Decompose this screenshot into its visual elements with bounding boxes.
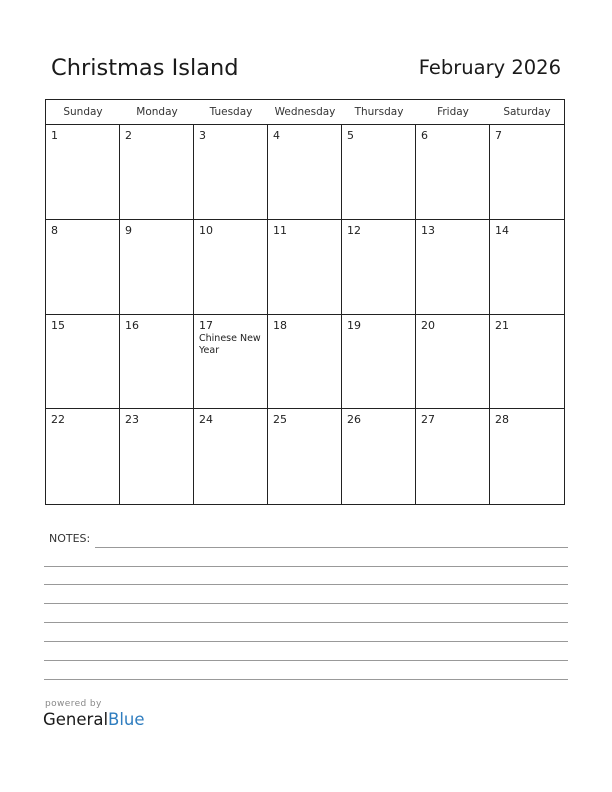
note-line	[44, 641, 568, 642]
day-number: 1	[51, 129, 58, 142]
note-line	[44, 679, 568, 680]
day-cell	[46, 409, 120, 504]
day-cell	[490, 315, 564, 410]
day-number: 13	[421, 223, 435, 237]
calendar-month: February 2026	[418, 56, 561, 79]
note-line	[44, 584, 568, 585]
day-cell	[194, 409, 268, 504]
day-cell	[416, 220, 490, 315]
day-cell	[268, 220, 342, 315]
day-cell	[46, 125, 120, 220]
brand-name-blue: Blue	[108, 710, 145, 729]
day-cell	[120, 315, 194, 410]
note-line	[44, 622, 568, 623]
day-number: 24	[199, 413, 213, 427]
day-cell	[490, 220, 564, 315]
day-number: 22	[51, 413, 65, 427]
day-number: 6	[421, 129, 428, 142]
day-number: 5	[347, 129, 354, 142]
day-number: 16	[125, 318, 139, 332]
day-number: 12	[347, 223, 361, 237]
note-line	[44, 660, 568, 661]
day-cell	[416, 125, 490, 220]
day-number: 9	[125, 223, 132, 237]
day-cell	[268, 409, 342, 504]
note-line	[44, 603, 568, 604]
day-number: 8	[51, 223, 58, 237]
day-number: 15	[51, 318, 65, 332]
day-number: 21	[495, 318, 509, 332]
day-cell	[342, 220, 416, 315]
weekday-label: Wednesday	[274, 106, 336, 118]
day-cell	[342, 125, 416, 220]
day-cell	[268, 125, 342, 220]
weekday-label: Monday	[136, 106, 178, 118]
day-number: 11	[273, 223, 287, 237]
day-number: 19	[347, 318, 361, 332]
brand-logo	[43, 710, 145, 729]
day-number: 18	[273, 318, 287, 332]
calendar-grid	[45, 99, 565, 505]
powered-by-text: powered by	[45, 699, 102, 709]
weekday-label: Thursday	[354, 106, 404, 118]
day-number: 27	[421, 413, 435, 427]
day-number: 26	[347, 413, 361, 427]
day-cell	[194, 220, 268, 315]
day-cell	[194, 125, 268, 220]
day-number: 14	[495, 223, 509, 237]
day-number: 28	[495, 413, 509, 427]
weekday-label: Friday	[437, 106, 469, 118]
day-cell	[490, 125, 564, 220]
day-number: 2	[125, 129, 132, 142]
notes-label: NOTES:	[49, 532, 91, 545]
day-cell	[416, 315, 490, 410]
note-line	[44, 566, 568, 567]
calendar-title: Christmas Island	[51, 55, 239, 81]
day-number: 10	[199, 223, 213, 237]
day-cell	[342, 315, 416, 410]
day-number: 25	[273, 413, 287, 427]
calendar-weeks	[46, 125, 564, 504]
weekday-label: Sunday	[63, 106, 103, 118]
day-cell	[342, 409, 416, 504]
day-number: 3	[199, 129, 206, 142]
day-cell	[416, 409, 490, 504]
day-number: 7	[495, 129, 502, 142]
weekday-label: Tuesday	[209, 106, 253, 118]
day-cell	[268, 315, 342, 410]
day-cell	[120, 220, 194, 315]
day-number: 23	[125, 413, 139, 427]
day-number: 17	[199, 318, 213, 332]
day-cell	[46, 220, 120, 315]
day-cell	[120, 125, 194, 220]
day-number: 4	[273, 129, 280, 142]
note-line	[95, 547, 568, 548]
day-cell	[46, 315, 120, 410]
weekday-label: Saturday	[503, 106, 551, 118]
day-cell	[120, 409, 194, 504]
day-cell	[490, 409, 564, 504]
brand-name-general: General	[43, 710, 109, 729]
holiday-label: Chinese New Year	[199, 332, 261, 356]
day-number: 20	[421, 318, 435, 332]
weekday-header-row	[46, 100, 564, 125]
day-cell	[194, 315, 268, 410]
